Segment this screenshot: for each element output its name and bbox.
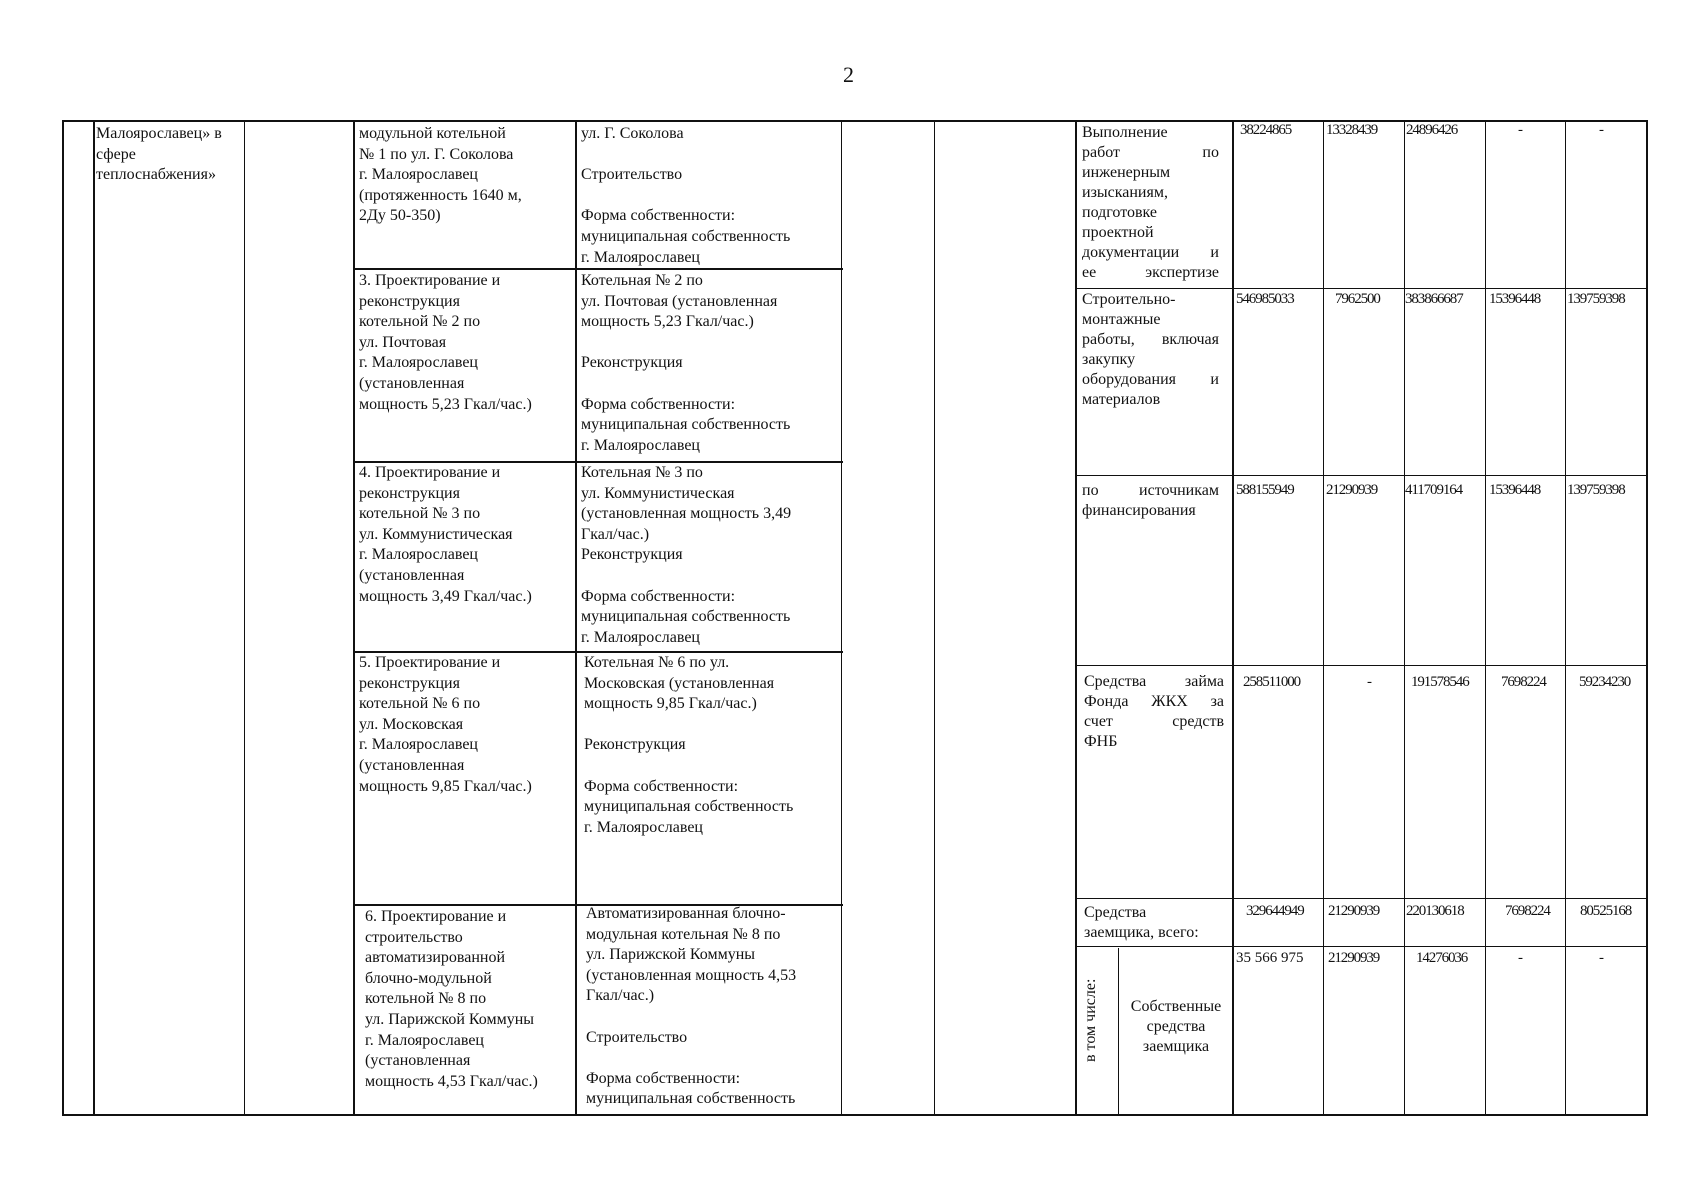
- finance-label: по источникам финансирования: [1082, 482, 1219, 519]
- value-cell: -: [1599, 950, 1603, 966]
- project-name-cell: 6. Проектирование и строительство автоматизированной блочно-модульной котельной № 8 по ул. Парижской Коммуны г. Малоярославец (установленная мощность 4,53 Гкал/час.): [365, 908, 538, 1090]
- project-name-cell: 3. Проектирование и реконструкция котельной № 2 по ул. Почтовая г. Малоярославец (установленная мощность 5,23 Гкал/час.): [359, 272, 532, 413]
- project-object-cell: Автоматизированная блочно- модульная котельная № 8 по ул. Парижской Коммуны (установленная мощность 4,53 Гкал/час.) Строительство Форма собственности: муниципальная собственность: [586, 905, 797, 1108]
- column-divider: [93, 120, 95, 1116]
- row-divider: [353, 268, 843, 270]
- finance-label: Средства заемщика, всего:: [1084, 904, 1199, 941]
- value-cell: 7962500: [1335, 291, 1380, 307]
- column-divider: [1118, 948, 1119, 1114]
- value-cell: 383866687: [1405, 291, 1463, 307]
- project-name-cell: модульной котельной № 1 по ул. Г. Соколова г. Малоярославец (протяженность 1640 м, 2Ду 50-350): [359, 125, 522, 225]
- project-object-cell: Котельная № 2 по ул. Почтовая (установленная мощность 5,23 Гкал/час.) Реконструкция Форма собственности: муниципальная собственность г. Малоярославец: [581, 272, 791, 454]
- project-name-cell: 5. Проектирование и реконструкция котельной № 6 по ул. Московская г. Малоярославец (установленная мощность 9,85 Гкал/час.): [359, 654, 532, 795]
- value-cell: 35 566 975: [1236, 950, 1304, 966]
- row-divider: [1075, 665, 1648, 666]
- column-divider: [1323, 120, 1324, 1116]
- program-title-cell: Малоярославец» в сфере теплоснабжения»: [96, 125, 222, 184]
- value-cell: 546985033: [1236, 291, 1294, 307]
- value-cell: 7698224: [1505, 903, 1550, 919]
- value-cell: 329644949: [1246, 903, 1304, 919]
- row-divider: [1075, 475, 1648, 476]
- value-cell: 191578546: [1411, 674, 1469, 690]
- value-cell: -: [1367, 674, 1371, 690]
- value-cell: 21290939: [1328, 950, 1380, 966]
- column-divider: [934, 120, 935, 1116]
- project-object-cell: ул. Г. Соколова Строительство Форма собственности: муниципальная собственность г. Малоярославец: [581, 125, 791, 266]
- project-object-cell: Котельная № 6 по ул. Московская (установленная мощность 9,85 Гкал/час.) Реконструкция Форма собственности: муниципальная собственность г. Малоярославец: [584, 654, 794, 836]
- value-cell: 258511000: [1243, 674, 1301, 690]
- value-cell: 15396448: [1489, 291, 1541, 307]
- sub-label-rotated: в том числе:: [1082, 978, 1099, 1062]
- column-divider: [244, 120, 245, 1116]
- column-divider: [1404, 120, 1405, 1116]
- value-cell: 7698224: [1501, 674, 1546, 690]
- value-cell: 411709164: [1405, 482, 1463, 498]
- table-border-bottom: [62, 1114, 1648, 1116]
- value-cell: 220130618: [1406, 903, 1464, 919]
- finance-label: Собственные средства заемщика: [1130, 998, 1222, 1055]
- column-divider: [1485, 120, 1486, 1116]
- finance-label: Средства займа Фонда ЖКХ за счет средств ФНБ: [1084, 673, 1224, 750]
- value-cell: 21290939: [1328, 903, 1380, 919]
- value-cell: 139759398: [1567, 291, 1625, 307]
- finance-label: Строительно- монтажные работы, включая закупку оборудования и материалов: [1082, 291, 1219, 408]
- value-cell: 14276036: [1416, 950, 1468, 966]
- value-cell: 15396448: [1489, 482, 1541, 498]
- column-divider: [1075, 120, 1077, 1116]
- value-cell: 13328439: [1326, 122, 1378, 138]
- table-border-right: [1646, 120, 1648, 1116]
- value-cell: -: [1518, 950, 1522, 966]
- finance-label: Выполнение работ по инженерным изысканиям, подготовке проектной документации и ее экспертизе: [1082, 124, 1219, 281]
- value-cell: 588155949: [1236, 482, 1294, 498]
- row-divider: [1075, 898, 1648, 899]
- value-cell: 139759398: [1567, 482, 1625, 498]
- value-cell: 24896426: [1406, 122, 1458, 138]
- value-cell: 59234230: [1579, 674, 1631, 690]
- project-name-cell: 4. Проектирование и реконструкция котельной № 3 по ул. Коммунистическая г. Малоярославец (установленная мощность 3,49 Гкал/час.): [359, 464, 532, 605]
- table-border-left: [62, 120, 64, 1116]
- row-divider: [1075, 946, 1648, 947]
- project-object-cell: Котельная № 3 по ул. Коммунистическая (установленная мощность 3,49 Гкал/час.) Реконструкция Форма собственности: муниципальная собственность г. Малоярославец: [581, 464, 792, 646]
- column-divider: [1565, 120, 1566, 1116]
- column-divider: [1232, 120, 1234, 1116]
- value-cell: -: [1518, 122, 1522, 138]
- value-cell: -: [1599, 122, 1603, 138]
- row-divider: [1075, 288, 1648, 289]
- value-cell: 80525168: [1580, 903, 1632, 919]
- value-cell: 38224865: [1240, 122, 1292, 138]
- value-cell: 21290939: [1326, 482, 1378, 498]
- page-number: 2: [843, 62, 854, 87]
